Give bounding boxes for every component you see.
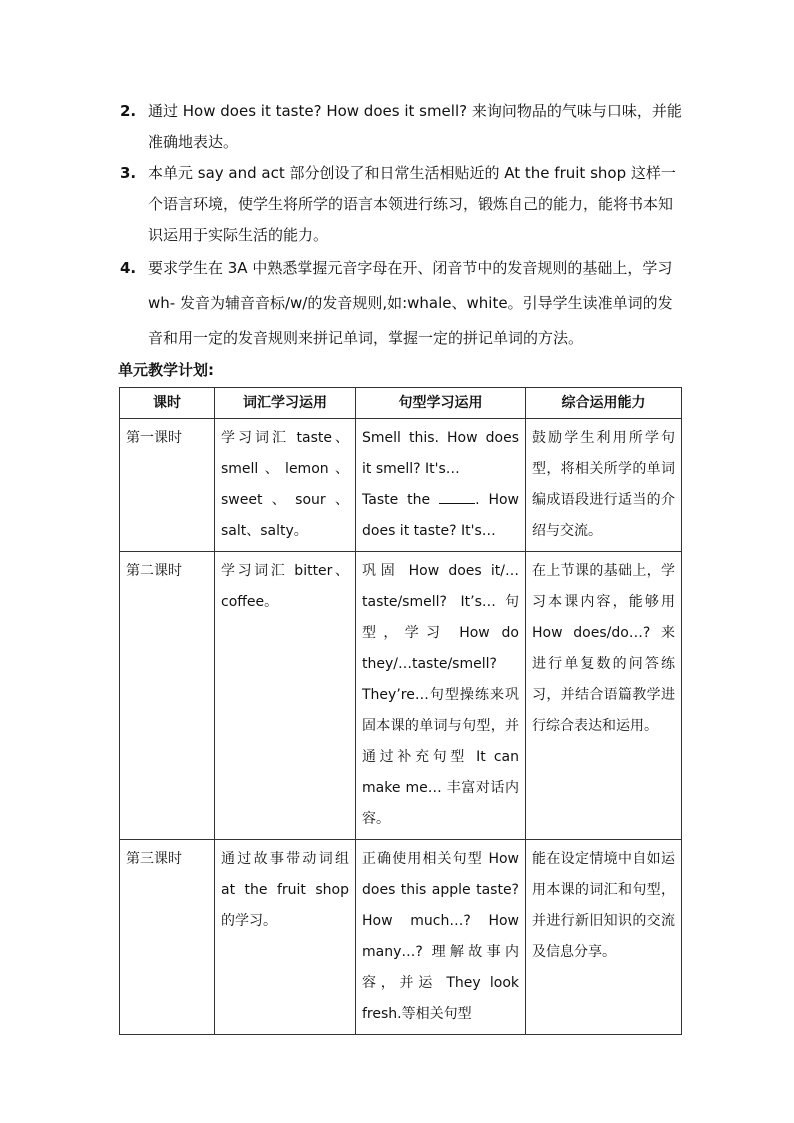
lesson-cell: 第一课时 <box>120 419 215 552</box>
objective-item <box>117 96 683 158</box>
objective-text: 要求学生在 3A 中熟悉掌握元音字母在开、闭音节中的发音规则的基础上，学习 wh- 发音为辅音音标/w/的发音规则,如:whale、white。引导学生读准单词的发音和用一定的发音规则来拼记单词，掌握一定的拼记单词的方法。 <box>148 259 673 347</box>
objective-number: 2. <box>120 102 137 120</box>
pattern-line-suffix: . How does it taste? It's… <box>362 492 519 539</box>
objectives-list <box>117 96 683 356</box>
fill-in-blank <box>439 489 475 504</box>
vocab-cell: 通过故事带动词组 at the fruit shop 的学习。 <box>215 840 356 1035</box>
pattern-cell <box>356 419 526 552</box>
header-vocab: 词汇学习运用 <box>215 388 356 419</box>
lesson-cell: 第二课时 <box>120 552 215 840</box>
table-row <box>120 840 682 1035</box>
objective-item <box>117 251 683 356</box>
plan-heading: 单元教学计划: <box>118 361 214 379</box>
objective-number: 3. <box>120 164 137 182</box>
table-row <box>120 419 682 552</box>
table-header-row <box>120 388 682 419</box>
pattern-line-prefix: Taste the <box>362 492 431 508</box>
pattern-cell: 巩固 How does it/…taste/smell? It’s…句型，学习 How do they/…taste/smell? They’re…句型操练来巩固本课的单词与句型，并通过补充句型 It can make me… 丰富对话内容。 <box>356 552 526 840</box>
objective-item <box>117 158 683 251</box>
vocab-cell: 学习词汇 taste、smell、lemon、sweet、sour、salt、salty。 <box>215 419 356 552</box>
lesson-plan-table <box>119 387 682 1035</box>
ability-cell: 鼓励学生利用所学句型，将相关所学的单词编成语段进行适当的介绍与交流。 <box>526 419 682 552</box>
objective-text: 通过 How does it taste? How does it smell? 来询问物品的气味与口味，并能准确地表达。 <box>148 102 682 151</box>
ability-cell: 能在设定情境中自如运用本课的词汇和句型，并进行新旧知识的交流及信息分享。 <box>526 840 682 1035</box>
ability-cell: 在上节课的基础上，学习本课内容，能够用 How does/do…? 来进行单复数的问答练习，并结合语篇教学进行综合表达和运用。 <box>526 552 682 840</box>
objective-number: 4. <box>120 259 137 277</box>
pattern-line: Smell this. How does it smell? It's… <box>362 430 519 477</box>
table-row <box>120 552 682 840</box>
header-ability: 综合运用能力 <box>526 388 682 419</box>
vocab-cell: 学习词汇 bitter、coffee。 <box>215 552 356 840</box>
header-lesson: 课时 <box>120 388 215 419</box>
lesson-cell: 第三课时 <box>120 840 215 1035</box>
objective-text: 本单元 say and act 部分创设了和日常生活相贴近的 At the fruit shop 这样一个语言环境，使学生将所学的语言本领进行练习，锻炼自己的能力，能将书本知识运用于实际生活的能力。 <box>148 164 676 244</box>
pattern-cell: 正确使用相关句型 How does this apple taste? How much…? How many…? 理解故事内容，并运 They look fresh.等相关句型 <box>356 840 526 1035</box>
header-pattern: 句型学习运用 <box>356 388 526 419</box>
